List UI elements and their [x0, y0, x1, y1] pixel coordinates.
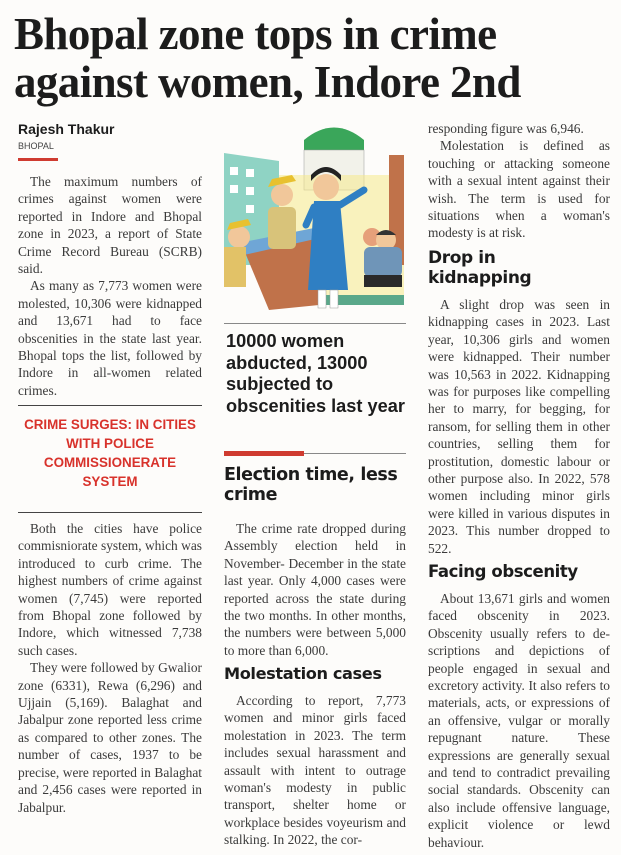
column-1-top — [18, 173, 202, 399]
headline-line-1: Bhopal zone tops in crime — [14, 9, 497, 59]
pullquote-accent-bar — [224, 451, 304, 456]
col3-paragraph-4: About 13,671 girls and women faced obscenity in 2023. Obscenity usually refers to descriptions and depictions of people engaged in sexual and excretory activity. It also refers to materials, acts, or expressions of an offensive, vulgar or morally repugnant nature. These expressions are generally sexual and tend to contradict prevailing social standards. Obscenity can also include offensive language, explicit violence or lewd behaviour. — [428, 591, 610, 850]
col2-paragraph-1: The crime rate dropped during Assembly election held in November- December in the state last year. Only 4,000 cases were reported across the state during the two months. In other months, the numbers were between 5,000 to more than 6,000. — [224, 521, 406, 658]
cartoon-illustration — [224, 115, 404, 320]
dateline: BHOPAL — [18, 141, 54, 151]
headline-line-2: against women, Indore 2nd — [14, 57, 521, 107]
byline-accent-bar — [18, 158, 58, 161]
callout-crime-surges: CRIME SURGES: IN CITIES WITH POLICE COMMISSIONERATE SYSTEM — [24, 417, 196, 489]
col2-paragraph-2: According to report, 7,773 women and minor girls faced molestation in 2023. The term includes sexual harassment and assault with intent to outrage woman's modesty in public transport, shelter home or workplace besides voyeurism and stalking. In 2022, the cor- — [224, 693, 406, 848]
col3-paragraph-1: responding figure was 6,946. — [428, 121, 584, 136]
callout-top-rule — [18, 405, 202, 406]
pull-quote: 10000 women abducted, 13000 subjected to obscenities last year — [226, 331, 405, 416]
subhead-facing-obscenity: Facing obscenity — [428, 562, 578, 581]
subhead-election-time: Election time, less crime — [224, 465, 398, 505]
callout-bottom-rule — [18, 512, 202, 513]
col3-paragraph-3: A slight drop was seen in kidnapping cases in 2023. Last year, 10,306 girls and women were kidnapped. Their number was 10,563 in 2022. Kidnapping was for purposes like compelling her to marry, for begging, for ransom, for selling them in other countries, selling them for prostitution, domestic labour or other purpose also. In 2022, 578 women including minor girls were killed in various disputes in 2023. This number dropped to 522. — [428, 297, 610, 556]
column-1-bottom — [18, 520, 202, 816]
column-2-molestation — [224, 692, 406, 849]
column-2-election — [224, 520, 406, 659]
headline — [14, 10, 614, 106]
col1-paragraph-1: The maximum numbers of crimes against women were reported in Indore and Bhopal zone in 2023, a report of State Crime Record Bureau (SCRB) said. — [18, 174, 202, 277]
col1-paragraph-3: Both the cities have police commisniorate system, which was introduced to curb crime. The highest numbers of crime against women (7,745) were reported from Bhopal zone followed by Indore, which witnessed 7,738 such cases. — [18, 521, 202, 658]
subhead-molestation-cases: Molestation cases — [224, 664, 382, 683]
col1-paragraph-4: They were followed by Gwalior zone (6331), Rewa (6,296) and Ujjain (5,169). Balaghat and Jabalpur zone reported less crime as compared to other zones. The number of cases, 1937 to be precise, were reported in Balaghat and 2,456 cases were reported in Jabalpur. — [18, 660, 202, 815]
column-3-obscenity — [428, 590, 610, 851]
illustration-bottom-rule — [224, 323, 406, 324]
column-3-kidnapping — [428, 296, 610, 557]
column-3-top — [428, 120, 610, 242]
subhead-drop-in-kidnapping: Drop in kidnapping — [428, 248, 532, 288]
col1-paragraph-2: As many as 7,773 women were molested, 10,306 were kidnapped and 13,671 had to face obscenities in the state last year. Bhopal tops the list, followed by Indore in all-women related crimes. — [18, 278, 202, 398]
col3-paragraph-2: Molestation is defined as touching or attacking someone with a sexual intent against their wish. The term is used for situations when a woman's modesty is at risk. — [428, 138, 610, 241]
author-name: Rajesh Thakur — [18, 121, 115, 137]
